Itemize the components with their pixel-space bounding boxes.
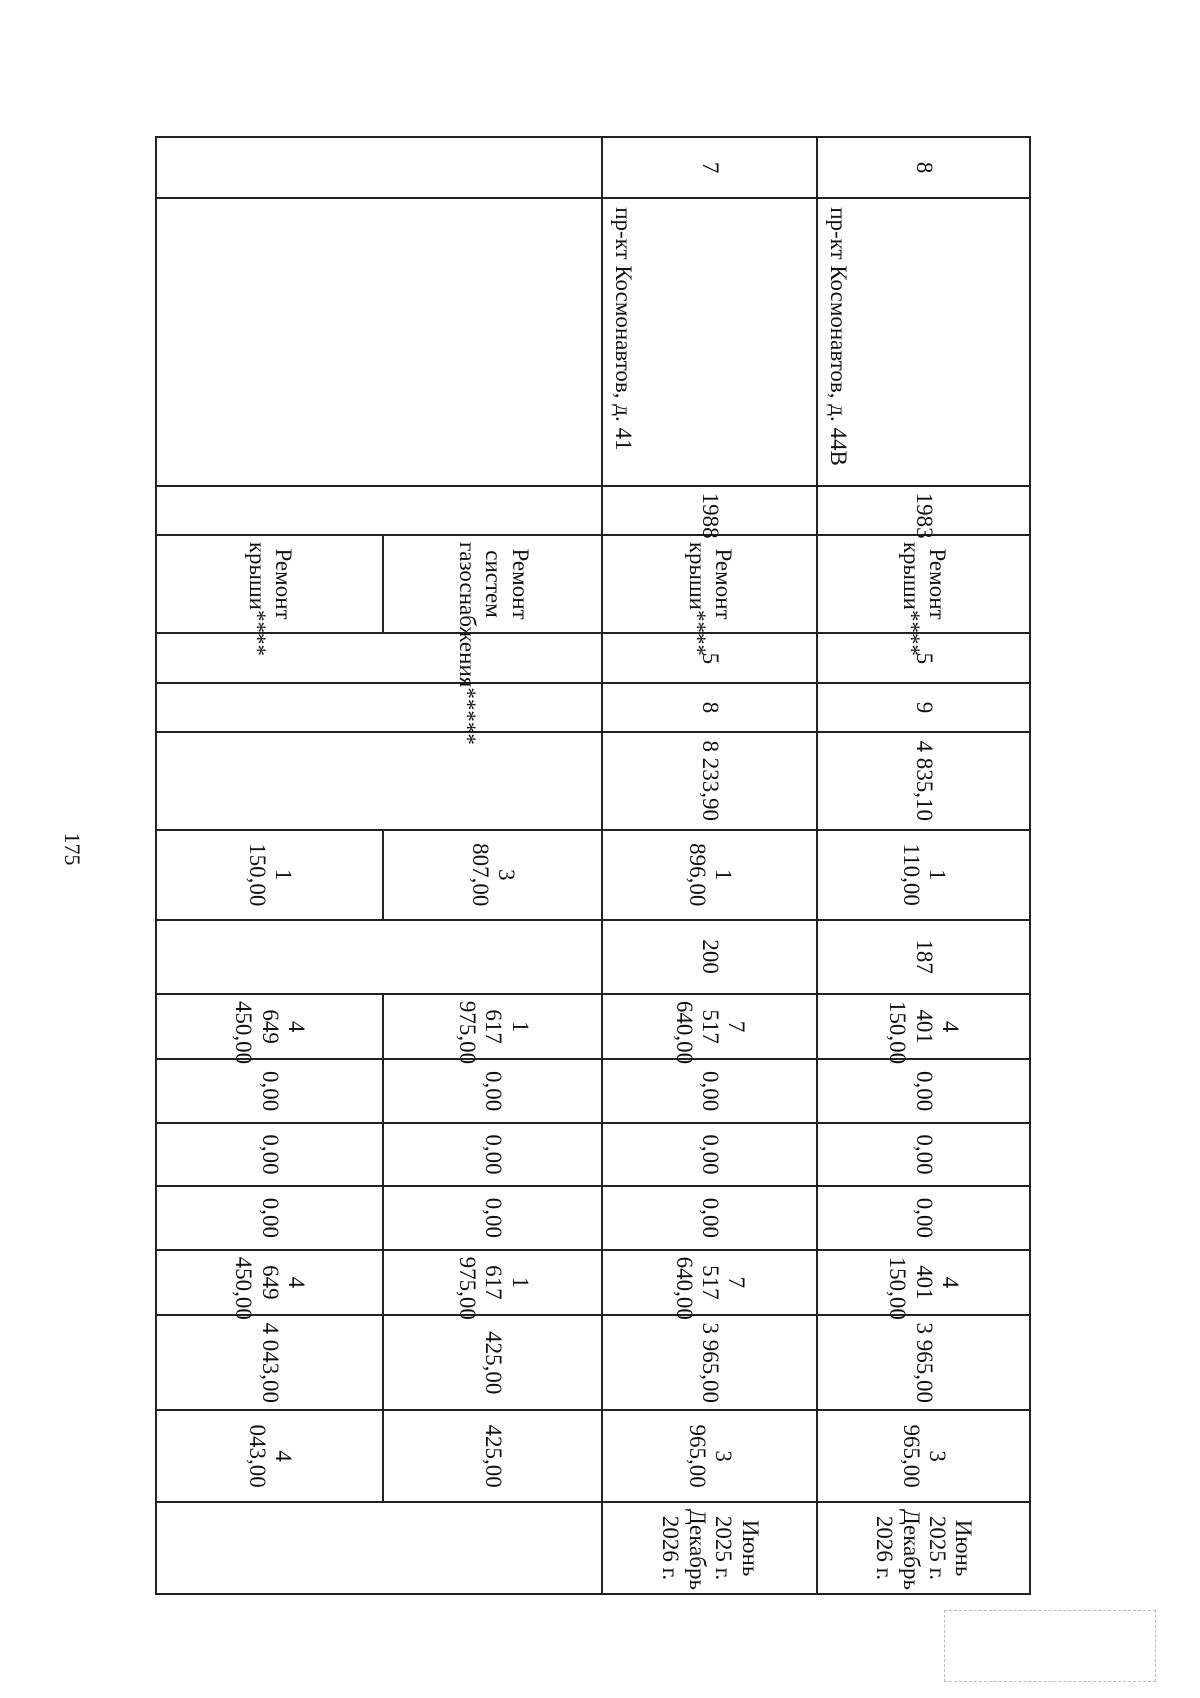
floors-cell: 5: [817, 633, 1030, 683]
cost-c3-cell: 0,00: [156, 1186, 383, 1249]
residents-cell: 187: [817, 920, 1030, 994]
cost-a-cell: 3 965,00: [602, 1315, 817, 1410]
table-row: [602, 137, 817, 1594]
cost-c1-cell: 0,00: [817, 1059, 1030, 1122]
address-cell: [602, 198, 817, 485]
work-type-cell: Ремонт крыши****: [602, 535, 817, 633]
sum1-cell: 1 617 975,00: [383, 994, 602, 1060]
period-cell-empty: [156, 1502, 602, 1594]
cost-b-cell: 4 043,00: [156, 1410, 383, 1502]
unit-cost-cell: 3 807,00: [383, 830, 602, 920]
unit-cost-cell: 1 896,00: [602, 830, 817, 920]
cost-c2-cell: 0,00: [602, 1123, 817, 1186]
cost-c1-cell: 0,00: [156, 1059, 383, 1122]
cost-c3-cell: 0,00: [602, 1186, 817, 1249]
sum2-cell: 1 617 975,00: [383, 1250, 602, 1316]
cost-c2-cell: 0,00: [817, 1123, 1030, 1186]
cost-b-cell: 425,00: [383, 1410, 602, 1502]
residents-cell: 200: [602, 920, 817, 994]
unit-cost-cell: 1 110,00: [817, 830, 1030, 920]
cost-c3-cell: 0,00: [383, 1186, 602, 1249]
unit-cost-cell: 1 150,00: [156, 830, 383, 920]
row-number-empty: [156, 137, 602, 198]
cost-a-cell: 4 043,00: [156, 1315, 383, 1410]
work-type-cell: Ремонт крыши****: [156, 535, 383, 633]
capital-repair-table-wrapper: [155, 136, 1031, 1595]
sum1-cell: 7 517 640,00: [602, 994, 817, 1060]
sum2-cell: 4 401 150,00: [817, 1250, 1030, 1316]
work-type-cell: Ремонт систем газоснабжения*****: [383, 535, 602, 633]
cost-c2-cell: 0,00: [156, 1123, 383, 1186]
row-number: 7: [602, 137, 817, 198]
entrances-cell: 8: [602, 683, 817, 731]
address-cell-empty: [156, 198, 602, 485]
cost-a-cell: 425,00: [383, 1315, 602, 1410]
sum1-cell: 4 649 450,00: [156, 994, 383, 1060]
sum2-cell: 7 517 640,00: [602, 1250, 817, 1316]
entrances-cell-empty: [156, 683, 602, 731]
address-cell: [817, 198, 1030, 485]
cost-b-cell: 3 965,00: [817, 1410, 1030, 1502]
table-row: [383, 137, 602, 1594]
area-cell: 8 233,90: [602, 732, 817, 830]
entrances-cell: 9: [817, 683, 1030, 731]
year-cell: 1983: [817, 486, 1030, 535]
table-row: [817, 137, 1030, 1594]
year-cell: 1988: [602, 486, 817, 535]
scan-artifact: [944, 1610, 1156, 1682]
year-cell-empty: [156, 486, 602, 535]
cost-c1-cell: 0,00: [602, 1059, 817, 1122]
cost-b-cell: 3 965,00: [602, 1410, 817, 1502]
period-cell: Июнь 2025 г. Декабрь 2026 г.: [602, 1502, 817, 1594]
residents-cell-empty: [156, 920, 602, 994]
floors-cell: 5: [602, 633, 817, 683]
cost-a-cell: 3 965,00: [817, 1315, 1030, 1410]
sum1-cell: 4 401 150,00: [817, 994, 1030, 1060]
address: пр-кт Космонавтов, д. 44В: [825, 207, 851, 466]
period-cell: Июнь 2025 г. Декабрь 2026 г.: [817, 1502, 1030, 1594]
area-cell: 4 835,10: [817, 732, 1030, 830]
cost-c2-cell: 0,00: [383, 1123, 602, 1186]
floors-cell-empty: [156, 633, 602, 683]
capital-repair-table: [155, 136, 1031, 1595]
page-number: 175: [60, 832, 85, 866]
address: пр-кт Космонавтов, д. 41: [610, 207, 636, 451]
work-type-cell: Ремонт крыши****: [817, 535, 1030, 633]
area-cell-empty: [156, 732, 602, 830]
row-number: 8: [817, 137, 1030, 198]
cost-c1-cell: 0,00: [383, 1059, 602, 1122]
cost-c3-cell: 0,00: [817, 1186, 1030, 1249]
sum2-cell: 4 649 450,00: [156, 1250, 383, 1316]
